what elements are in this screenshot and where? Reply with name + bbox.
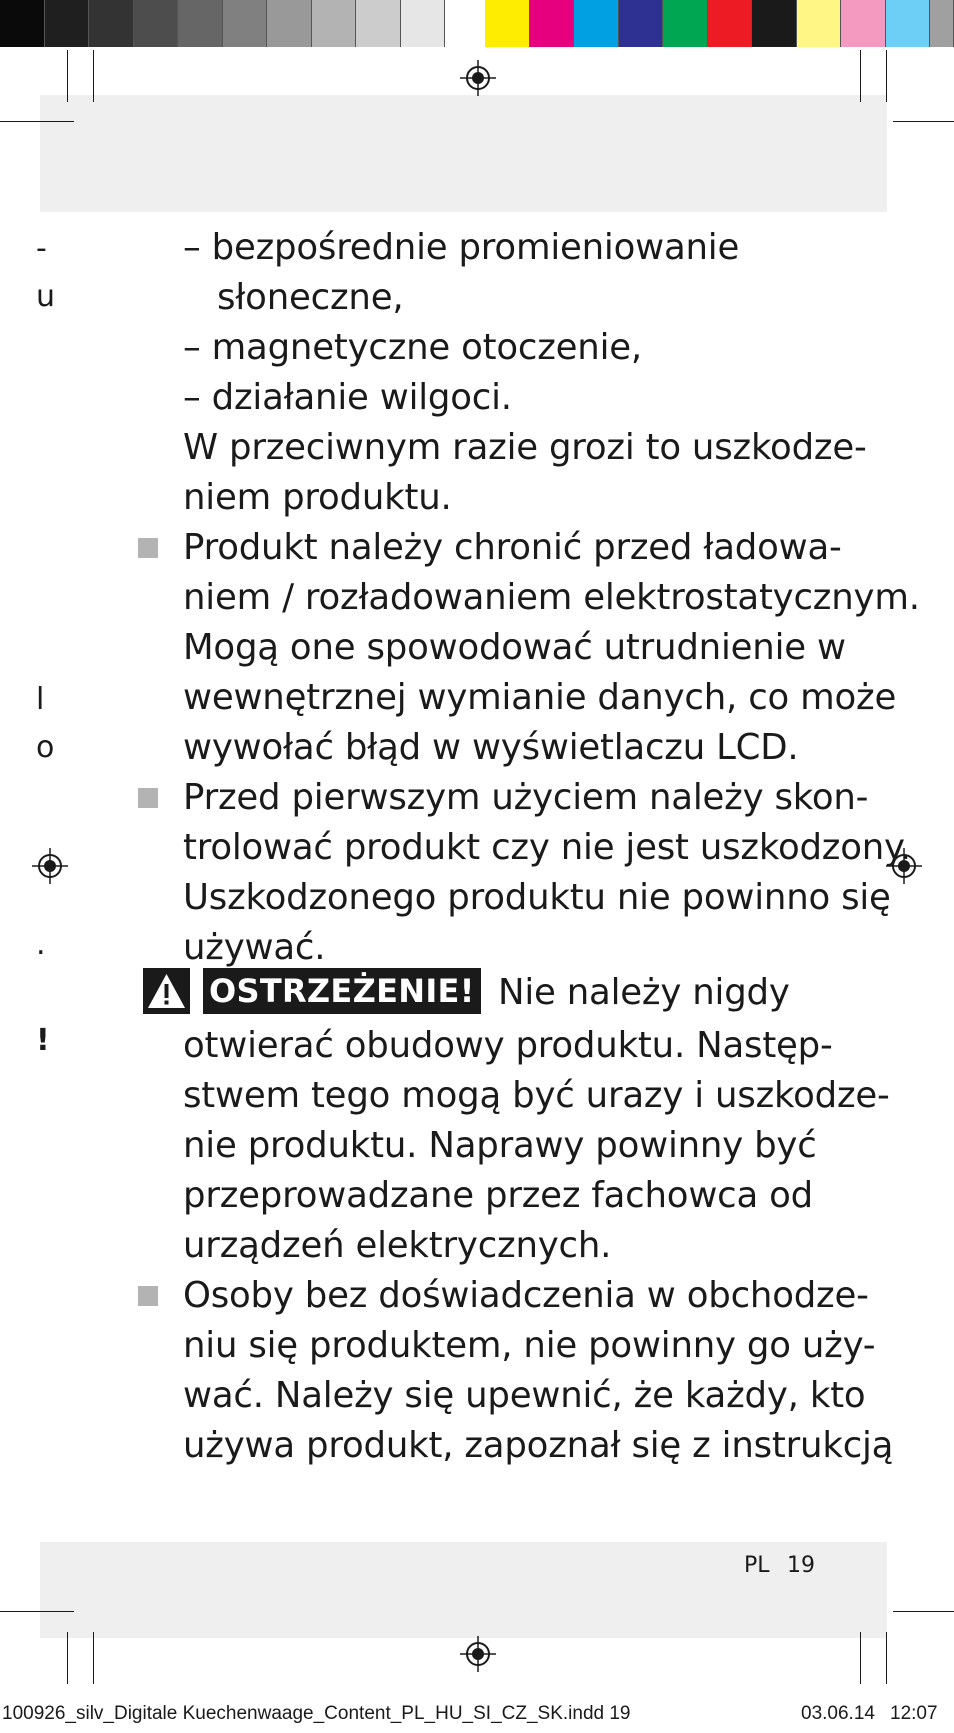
paragraph-line: niem / rozładowaniem elektrostatycznym. — [183, 577, 920, 618]
paragraph-line: urządzeń elektrycznych. — [183, 1225, 612, 1266]
warning-triangle-icon — [143, 968, 190, 1014]
paragraph-line: stwem tego mogą być urazy i uszkodze- — [183, 1075, 890, 1116]
dash-item: – działanie wilgoci. — [183, 377, 512, 418]
left-margin-fragment: u — [36, 279, 56, 314]
paragraph-line: otwierać obudowy produktu. Następ- — [183, 1025, 833, 1066]
paragraph-line: Mogą one spowodować utrudnienie w — [183, 627, 846, 668]
paragraph-line: przeprowadzane przez fachowca od — [183, 1175, 813, 1216]
paragraph-line: niu się produktem, nie powinny go uży- — [183, 1325, 876, 1366]
language-code: PL — [744, 1553, 770, 1578]
dash-item-continuation: słoneczne, — [217, 277, 404, 318]
warning-first-line: Nie należy nigdy — [498, 972, 790, 1013]
bullet-square-icon — [138, 788, 158, 808]
dash-item: – bezpośrednie promieniowanie — [183, 227, 740, 268]
paragraph-line: trolować produkt czy nie jest uszkodzony. — [183, 827, 911, 868]
left-margin-fragment: ! — [36, 1023, 50, 1058]
print-slug-time: 12:07 — [890, 1703, 938, 1724]
paragraph-line: używa produkt, zapoznał się z instrukcją — [183, 1425, 894, 1466]
paragraph-line: wać. Należy się upewnić, że każdy, kto — [183, 1375, 866, 1416]
paragraph-line: nie produktu. Naprawy powinny być — [183, 1125, 817, 1166]
print-slug-filename: 100926_silv_Digitale Kuechenwaage_Content_PL_HU_SI_CZ_SK.indd 19 — [2, 1703, 631, 1724]
bullet-square-icon — [138, 1286, 158, 1306]
page-number: 19 — [787, 1553, 815, 1578]
warning-icon — [143, 968, 190, 1014]
dash-item: – magnetyczne otoczenie, — [183, 327, 642, 368]
paragraph-line: Przed pierwszym użyciem należy skon- — [183, 777, 869, 818]
left-margin-fragment: l — [36, 682, 45, 717]
bullet-square-icon — [138, 538, 158, 558]
paragraph-line: Osoby bez doświadczenia w obchodze- — [183, 1275, 869, 1316]
paragraph-line: używać. — [183, 927, 326, 968]
paragraph-line: W przeciwnym razie grozi to uszkodze- — [183, 427, 867, 468]
paragraph-line: Uszkodzonego produktu nie powinno się — [183, 877, 891, 918]
paragraph-line: niem produktu. — [183, 477, 452, 518]
left-margin-fragment: . — [36, 927, 46, 962]
warning-label: OSTRZEŻENIE! — [203, 968, 481, 1014]
paragraph-line: wewnętrznej wymianie danych, co może — [183, 677, 897, 718]
left-margin-fragment: o — [36, 730, 55, 765]
paragraph-line: Produkt należy chronić przed ładowa- — [183, 527, 842, 568]
left-margin-fragment: - — [36, 231, 47, 266]
print-slug-date: 03.06.14 — [801, 1703, 875, 1724]
paragraph-line: wywołać błąd w wyświetlaczu LCD. — [183, 727, 799, 768]
